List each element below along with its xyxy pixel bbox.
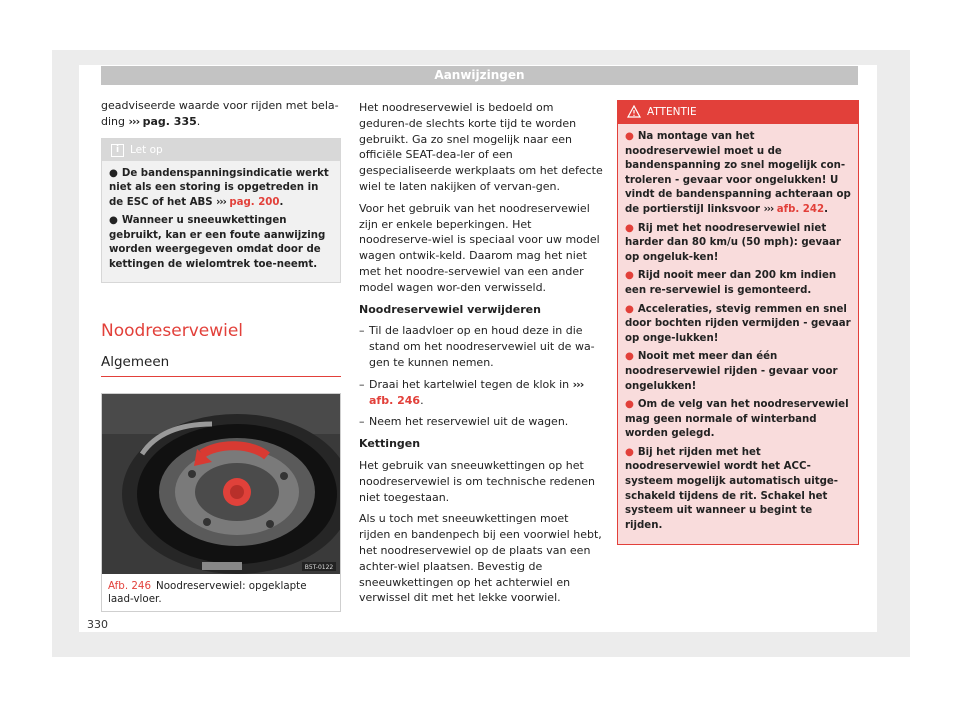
column-left bbox=[101, 98, 341, 612]
column-middle bbox=[359, 100, 603, 612]
bullet-icon: ● bbox=[625, 399, 634, 411]
note-item: ● De bandenspanningsindicatie werkt niet als een storing is opgetreden in de ESC of het ABS ››› pag. 200. bbox=[109, 167, 329, 208]
intro-link[interactable]: pag. 335 bbox=[142, 114, 197, 128]
warning-item: ● Nooit met meer dan één noodreservewiel rijden - gevaar voor ongelukken! bbox=[625, 351, 838, 392]
subheading-remove: Noodreservewiel verwijderen bbox=[359, 302, 541, 316]
warning-item: ● Bij het rijden met het noodreservewiel wordt het ACC-systeem mogelijk automatisch uitge-schakeld tijdens de rit. Schakel het systeem uit wanneer u begint te rijden. bbox=[625, 446, 839, 531]
warning-header bbox=[618, 101, 858, 124]
paragraph: Het noodreservewiel is bedoeld om geduren-de slechts korte tijd te worden gebruikt. Ga zo snel mogelijk naar een officiële SEAT-dea-ler of een gespecialiseerde werkplaats om het defecte wiel te laten nakijken of vervan-gen. bbox=[359, 101, 603, 193]
warning-item: ● Acceleraties, stevig remmen en snel door bochten rijden vermijden - gevaar op onge-lukken! bbox=[625, 303, 851, 344]
intro-paragraph: geadviseerde waarde voor rijden met bela-ding ››› pag. 335. bbox=[101, 99, 339, 128]
triple-chevron-icon: ››› bbox=[572, 377, 584, 391]
figure-code: B5T-0122 bbox=[304, 563, 334, 571]
step-item: – Neem het reservewiel uit de wagen. bbox=[359, 415, 569, 429]
triple-chevron-icon: ››› bbox=[216, 196, 226, 208]
note-box bbox=[101, 138, 341, 284]
header-bar bbox=[101, 66, 858, 85]
figure-label: Afb. 246 bbox=[108, 579, 152, 592]
note-item: ● Wanneer u sneeuwkettingen gebruikt, kan er een foute aanwijzing worden weergegeven omdat door de kettingen de wielomtrek toe-neemt. bbox=[109, 215, 326, 270]
warning-link[interactable]: afb. 242 bbox=[776, 203, 825, 215]
bullet-icon: ● bbox=[625, 270, 634, 282]
column-right bbox=[617, 100, 859, 545]
bullet-icon: ● bbox=[625, 303, 634, 315]
bullet-icon: ● bbox=[109, 215, 118, 227]
triple-chevron-icon: ››› bbox=[763, 203, 774, 215]
step-link[interactable]: afb. 246 bbox=[369, 393, 421, 407]
bullet-icon: ● bbox=[625, 351, 634, 363]
warning-item: ● Rijd nooit meer dan 200 km indien een re-servewiel is gemonteerd. bbox=[625, 270, 837, 296]
figure-caption bbox=[102, 574, 340, 611]
figure bbox=[101, 393, 341, 612]
triple-chevron-icon: ››› bbox=[128, 114, 140, 128]
warning-item: ● Om de velg van het noodreservewiel mag geen normale of winterband worden gelegd. bbox=[625, 399, 849, 440]
figure-caption-text: Noodreservewiel: opgeklapte laad-vloer. bbox=[108, 579, 307, 606]
note-link[interactable]: pag. 200 bbox=[229, 196, 280, 208]
info-icon: i bbox=[111, 144, 124, 157]
paragraph: Voor het gebruik van het noodreservewiel zijn er enkele beperkingen. Het noodreserve-wiel is speciaal voor uw model wagen ontwik-keld. Daarom mag het niet met het noodre-servewiel van een ander model wagen wor-den verwisseld. bbox=[359, 201, 600, 294]
spare-wheel-illustration bbox=[102, 394, 340, 574]
header-title: Aanwijzingen bbox=[434, 68, 525, 82]
bullet-icon: ● bbox=[625, 131, 634, 142]
bullet-icon: ● bbox=[109, 167, 118, 179]
step-item: – Til de laadvloer op en houd deze in die stand om het noodreservewiel uit de wa-gen te kunnen nemen. bbox=[359, 324, 595, 369]
warning-body bbox=[618, 124, 858, 544]
warning-box bbox=[617, 100, 859, 545]
page-number: 330 bbox=[87, 618, 108, 631]
sub-title: Algemeen bbox=[101, 355, 341, 377]
note-body bbox=[102, 161, 340, 283]
warning-heading: ATTENTIE bbox=[647, 106, 697, 118]
note-header bbox=[102, 139, 340, 161]
section-title: Noodreservewiel bbox=[101, 321, 244, 342]
note-heading: Let op bbox=[130, 143, 163, 156]
warning-item: ● Na montage van het noodreservewiel moet u de bandenspanning zo snel mogelijk con-troleren - gevaar voor ongelukken! U vindt de bandenspanning achteraan op de portierstijl linksvoor ››› afb. 242. bbox=[625, 131, 851, 215]
bullet-icon: ● bbox=[625, 222, 634, 234]
paragraph: Het gebruik van sneeuwkettingen op het noodreservewiel is om technische redenen niet toegestaan. bbox=[359, 458, 596, 504]
paragraph: Als u toch met sneeuwkettingen moet rijden en bandenpech bij een voorwiel hebt, het noodreservewiel op de plaats van een achter-wiel plaatsen. Bevestig de sneeuwkettingen op het achterwiel en verwissel dit met het lekke voorwiel. bbox=[359, 512, 602, 605]
subheading-chains: Kettingen bbox=[359, 437, 421, 451]
step-item: – Draai het kartelwiel tegen de klok in ››› afb. 246. bbox=[359, 377, 584, 407]
bullet-icon: ● bbox=[625, 446, 634, 458]
warning-item: ● Rij met het noodreservewiel niet harder dan 80 km/u (50 mph): gevaar op ongeluk-ken! bbox=[625, 222, 841, 263]
warning-triangle-icon bbox=[627, 105, 641, 118]
